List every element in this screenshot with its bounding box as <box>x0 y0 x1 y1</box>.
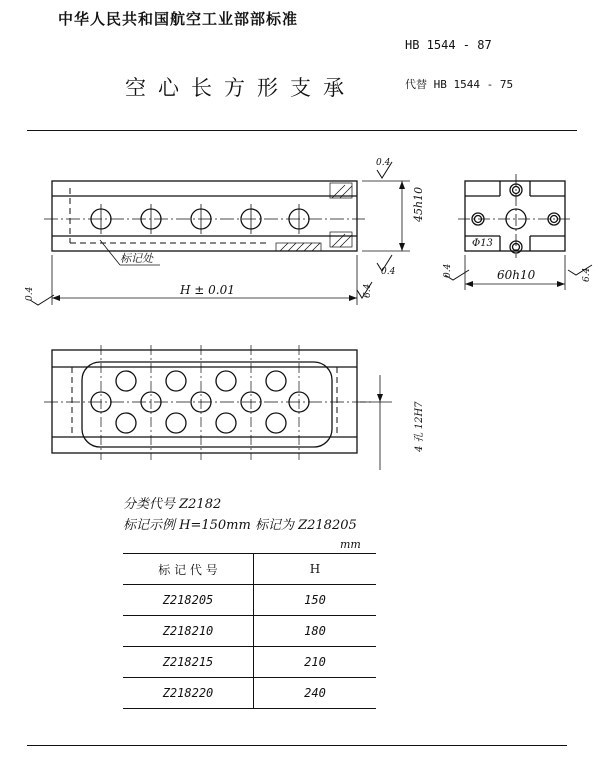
tapped-hole-dimension: 4 孔 12H7 <box>414 401 425 452</box>
table-row <box>123 647 376 678</box>
issuing-organization: 中华人民共和国航空工业部部标准 <box>58 10 299 28</box>
roughness-label: 0.4 <box>381 267 396 277</box>
footer-rule <box>27 745 567 746</box>
marking-example-note: 标记示例 H=150mm 标记为 Z218205 <box>123 518 357 533</box>
table-row <box>123 616 376 647</box>
table-cell: Z218210 <box>123 616 254 647</box>
table-header: H <box>254 554 377 585</box>
document-title: 空心长方形支承 <box>125 76 356 100</box>
table-cell: Z218205 <box>123 585 254 616</box>
top-view <box>44 345 392 470</box>
roughness-label: 0.4 <box>376 158 391 168</box>
mark-location-label: 标记处 <box>120 252 153 265</box>
table-cell: Z218215 <box>123 647 254 678</box>
class-code-note: 分类代号 Z2182 <box>123 497 222 512</box>
roughness-label: 6.4 <box>582 267 592 282</box>
size-table <box>123 553 376 709</box>
length-dimension: H ± 0.01 <box>180 283 235 297</box>
table-cell: 180 <box>254 616 377 647</box>
table-cell: Z218220 <box>123 678 254 709</box>
table-cell: 150 <box>254 585 377 616</box>
width-dimension: 60h10 <box>497 268 536 282</box>
standard-number: HB 1544 - 87 <box>405 38 492 52</box>
table-unit: mm <box>340 538 361 551</box>
table-cell: 240 <box>254 678 377 709</box>
table-row <box>123 678 376 709</box>
roughness-label: 0.4 <box>25 286 35 301</box>
roughness-label: 0.4 <box>443 263 453 278</box>
table-header: 标 记 代 号 <box>123 554 254 585</box>
height-dimension: 45h10 <box>412 186 425 222</box>
section-hatching <box>276 183 352 251</box>
table-row <box>123 585 376 616</box>
table-header-row <box>123 554 376 585</box>
roughness-label: 6.4 <box>363 283 373 298</box>
hole-diameter: Φ13 <box>472 238 493 249</box>
table-cell: 210 <box>254 647 377 678</box>
replaces-standard: 代替 HB 1544 - 75 <box>405 78 514 91</box>
